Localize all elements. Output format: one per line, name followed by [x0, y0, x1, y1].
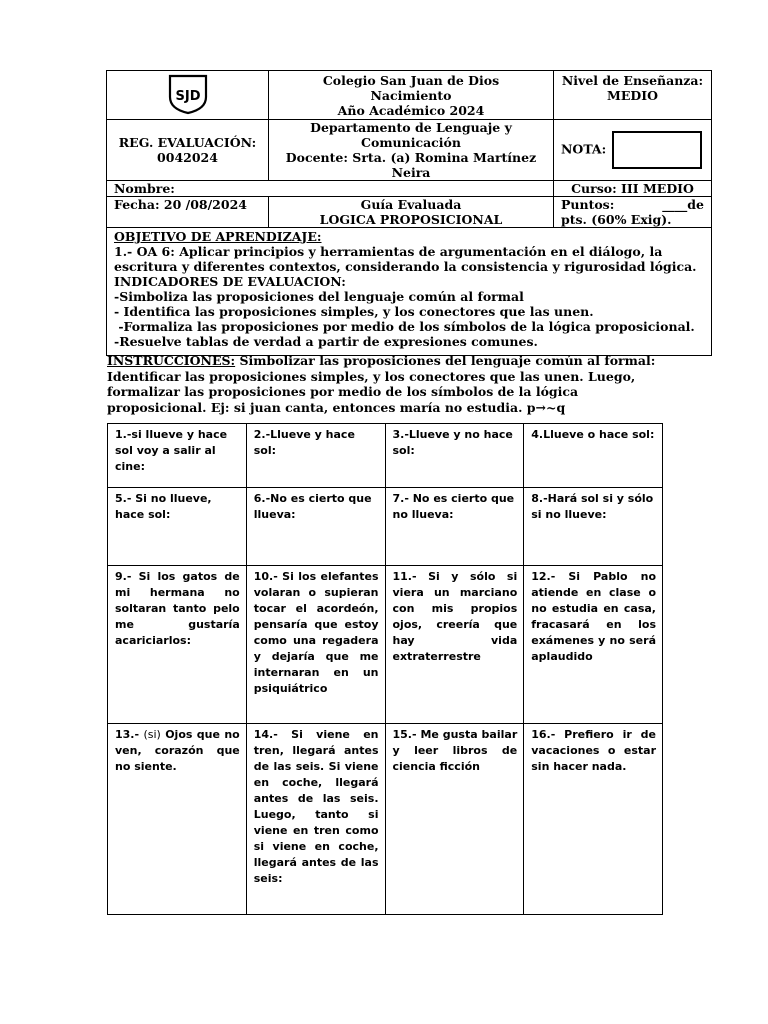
- school-city: Nacimiento: [370, 88, 452, 103]
- exercise-cell[interactable]: [108, 424, 247, 488]
- exercise-text: 8.-Hará sol si y sólo si no llueve:: [531, 492, 654, 521]
- header-table: [106, 70, 712, 356]
- exercise-text: 5.- Si no llueve, hace sol:: [115, 492, 212, 521]
- department-line1: Departamento de Lenguaje y: [310, 120, 512, 135]
- name-label: Nombre:: [114, 181, 175, 196]
- exercise-prefix: 13.-: [115, 728, 144, 741]
- exercise-cell[interactable]: [246, 724, 385, 915]
- teacher: Docente: Srta. (a) Romina Martínez Neira: [285, 150, 537, 180]
- exercise-cell[interactable]: [108, 724, 247, 915]
- exercise-text: 3.-Llueve y no hace sol:: [392, 428, 513, 457]
- instructions-label: INSTRUCCIONES:: [107, 353, 236, 368]
- objective-title: OBJETIVO DE APRENDIZAJE:: [114, 229, 322, 244]
- exercise-cell[interactable]: [385, 724, 524, 915]
- nota-box[interactable]: [612, 131, 702, 169]
- exercise-text: 1.-si llueve y hace sol voy a salir al cine:: [115, 428, 228, 473]
- reg-label: REG. EVALUACIÓN:: [118, 135, 257, 150]
- guide-type: Guía Evaluada: [360, 197, 462, 212]
- level-label: Nivel de Enseñanza:: [561, 73, 704, 88]
- objective-oa: 1.- OA 6: Aplicar principios y herramientas de argumentación en el diálogo, la escritura y diferentes contextos, considerando la consistencia y rigurosidad lógica.: [114, 244, 697, 274]
- exercise-cell[interactable]: [108, 488, 247, 566]
- exercise-text: 15.- Me gusta bailar y leer libros de ciencia ficción: [392, 728, 518, 773]
- points-line2: pts. (60% Exig).: [561, 212, 672, 227]
- course: Curso: III MEDIO: [571, 181, 694, 196]
- exercise-cell[interactable]: [246, 488, 385, 566]
- exercise-cell[interactable]: [385, 424, 524, 488]
- nota-label: NOTA:: [561, 141, 607, 157]
- academic-year: Año Académico 2024: [337, 103, 485, 118]
- exercise-cell[interactable]: [524, 724, 663, 915]
- exercise-cell[interactable]: [246, 566, 385, 724]
- indicator-2: - Identifica las proposiciones simples, y los conectores que las unen.: [114, 304, 594, 319]
- school-logo-cell: [107, 71, 269, 120]
- school-name: Colegio San Juan de Dios: [322, 73, 500, 88]
- exercise-cell[interactable]: [108, 566, 247, 724]
- exercise-cell[interactable]: [385, 566, 524, 724]
- exercise-cell[interactable]: [524, 566, 663, 724]
- department-line2: Comunicación: [361, 135, 461, 150]
- indicator-4: -Resuelve tablas de verdad a partir de expresiones comunes.: [114, 334, 538, 349]
- exercise-text: 2.-Llueve y hace sol:: [253, 428, 355, 457]
- exercise-text: 12.- Si Pablo no atiende en clase o no estudia en casa, fracasará en los exámenes y no será aplaudido: [531, 570, 656, 663]
- points-line1: Puntos: ____de: [561, 197, 704, 212]
- reg-value: 0042024: [157, 150, 218, 165]
- exercise-text: 11.- Si y sólo si viera un marciano con mis propios ojos, creería que hay vida extraterrestre: [392, 570, 518, 663]
- indicator-1: -Simboliza las proposiciones del lenguaje común al formal: [114, 289, 524, 304]
- exercise-text: Ojos que no ven, corazón que no siente.: [115, 728, 240, 773]
- exercise-text: 16.- Prefiero ir de vacaciones o estar sin hacer nada.: [531, 728, 656, 773]
- school-logo: [167, 73, 209, 115]
- logo-text: SJD: [175, 88, 200, 104]
- exercise-cell[interactable]: [246, 424, 385, 488]
- instructions: [107, 353, 667, 415]
- exercise-text: 9.- Si los gatos de mi hermana no soltaran tanto pelo me gustaría acariciarlos:: [115, 570, 240, 647]
- exercise-text: 14.- Si viene en tren, llegará antes de las seis. Si viene en coche, llegará antes de las seis. Luego, tanto si viene en tren como si viene en coche, llegará antes de las seis:: [253, 728, 379, 885]
- exercise-text: 7.- No es cierto que no llueva:: [392, 492, 515, 521]
- exercise-text: 4.Llueve o hace sol:: [531, 428, 655, 441]
- exercise-text: 10.- Si los elefantes volaran o supieran tocar el acordeón, pensaría que estoy como una regadera y dejaría que me internaran en un psiquiátrico: [253, 570, 379, 695]
- exercise-cell[interactable]: [524, 488, 663, 566]
- guide-title: LOGICA PROPOSICIONAL: [319, 212, 503, 227]
- indicator-3: -Formaliza las proposiciones por medio de los símbolos de la lógica proposicional.: [114, 319, 695, 334]
- level-value: MEDIO: [607, 88, 658, 103]
- exercise-cell[interactable]: [385, 488, 524, 566]
- exercise-note: (si): [143, 728, 161, 741]
- date: Fecha: 20 /08/2024: [114, 197, 247, 212]
- objective-box: [107, 228, 712, 356]
- instructions-text: Simbolizar las proposiciones del lenguaje común al formal: Identificar las proposiciones simples, y los conectores que las unen. Luego, formalizar las proposiciones por medio de los símbolos de la lógica proposicional. Ej: si juan canta, entonces maría no estudia. p→~q: [107, 353, 656, 415]
- exercises-grid: [107, 423, 663, 915]
- indicators-title: INDICADORES DE EVALUACION:: [114, 274, 346, 289]
- exercise-text: 6.-No es cierto que llueva:: [253, 492, 372, 521]
- exercise-cell[interactable]: [524, 424, 663, 488]
